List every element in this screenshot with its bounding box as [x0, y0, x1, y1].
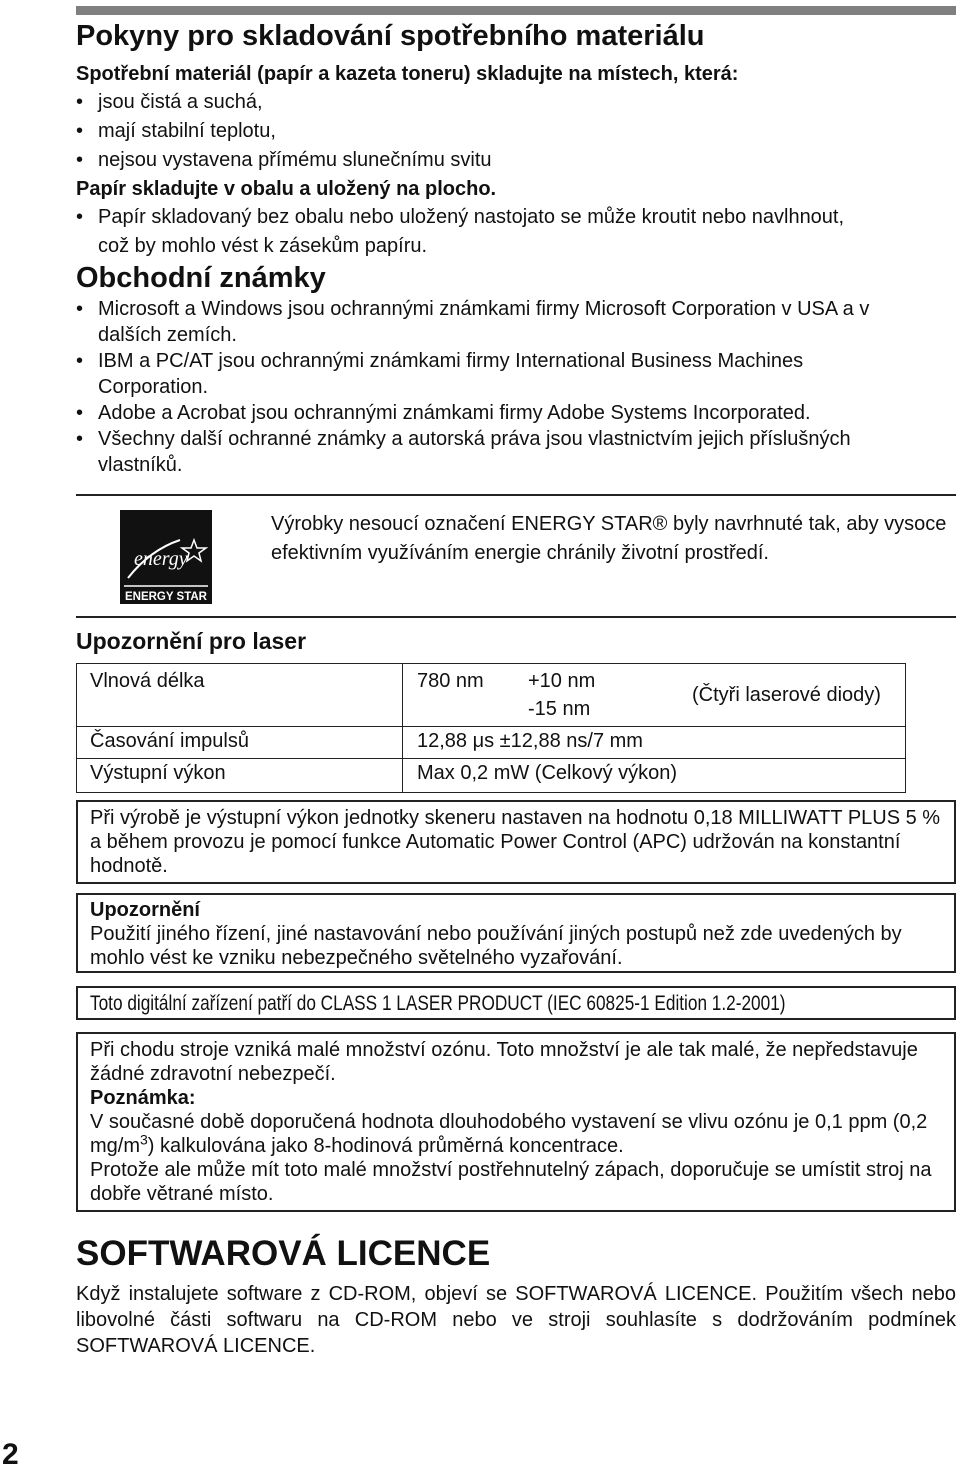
svg-text:energy: energy [134, 548, 188, 570]
table-cell: 12,88 μs ±12,88 ns/7 mm [417, 730, 643, 752]
ozone-note-text-2: Protože ale může mít toto malé množství postřehnutelný zápach, doporučuje se umístit stroj na dobře větrané místo. [90, 1159, 932, 1205]
ozone-text: Při chodu stroje vzniká malé množství ozónu. Toto množství je ale tak malé, že nepředstavuje žádné zdravotní nebezpečí. [90, 1039, 918, 1085]
table-cell: Max 0,2 mW (Celkový výkon) [417, 762, 678, 784]
storage-title: Pokyny pro skladování spotřebního materiálu [76, 20, 705, 52]
list-item: • jsou čistá a suchá, [76, 88, 936, 117]
list-item: • Papír skladovaný bez obalu nebo uložený nastojato se může kroutit nebo navlhnout, což by mohlo vést k zásekům papíru. [76, 203, 876, 261]
list-item: • nejsou vystavena přímému slunečnímu svitu [76, 146, 936, 175]
svg-text:ENERGY STAR: ENERGY STAR [124, 591, 208, 603]
table-cell: -15 nm [528, 698, 591, 720]
laser-note: (Čtyři laserové diody) [692, 684, 881, 706]
table-cell: Vlnová délka [90, 670, 205, 692]
page-number: 2 [2, 1438, 19, 1471]
table-cell: Výstupní výkon [90, 762, 226, 784]
laser-table [76, 663, 906, 793]
class-text: Toto digitální zařízení patří do CLASS 1 LASER PRODUCT (IEC 60825-1 Edition 1.2-2001) [90, 992, 786, 1015]
license-text: Když instalujete software z CD-ROM, objeví se SOFTWAROVÁ LICENCE. Použitím všech nebo libovolné části softwaru na CD-ROM nebo ve stroji souhlasíte s dodržováním podmínek SOFTWAROVÁ LICENCE. [76, 1283, 956, 1357]
storage-subtitle: Spotřební materiál (papír a kazeta toneru) skladujte na místech, která: [76, 63, 739, 85]
trademarks-title: Obchodní známky [76, 262, 326, 294]
power-notice-text: Při výrobě je výstupní výkon jednotky skeneru nastaven na hodnotu 0,18 MILLIWATT PLUS 5 % a během provozu je pomocí funkce Automatic Power Control (APC) udržován na konstantní hodnotě. [90, 807, 941, 877]
top-rule [76, 6, 956, 15]
list-item: • IBM a PC/AT jsou ochrannými známkami firmy International Business Machines Corporation. [76, 348, 916, 400]
storage-list [76, 88, 936, 175]
caution-title: Upozornění [90, 899, 200, 921]
list-item: • mají stabilní teplotu, [76, 117, 936, 146]
energy-star-text: Výrobky nesoucí označení ENERGY STAR® byly navrhnuté tak, aby vysoce efektivním využíváním energie chránily životní prostředí. [271, 513, 947, 564]
class-box [76, 986, 956, 1020]
trademarks-list [76, 296, 916, 478]
ozone-box [76, 1032, 956, 1212]
table-cell: 780 nm [417, 670, 484, 692]
paper-heading: Papír skladujte v obalu a uložený na plocho. [76, 178, 497, 200]
list-item: • Microsoft a Windows jsou ochrannými známkami firmy Microsoft Corporation v USA a v dalších zemích. [76, 296, 916, 348]
caution-text: Použití jiného řízení, jiné nastavování nebo používání jiných postupů než zde uvedených by mohlo vést ke vzniku nebezpečného světelného vyzařování. [90, 923, 902, 969]
table-cell: Časování impulsů [90, 730, 249, 752]
ozone-note-title: Poznámka: [90, 1087, 196, 1109]
power-notice-box [76, 800, 956, 884]
energy-star-icon [120, 510, 212, 604]
list-item: • Adobe a Acrobat jsou ochrannými známkami firmy Adobe Systems Incorporated. [76, 400, 916, 426]
ozone-note-text: V současné době doporučená hodnota dlouhodobého vystavení se vlivu ozónu je 0,1 ppm (0,2 $mg/m^3$) kalkulována jako 8-hodinová průměrná koncentrace. [90, 1111, 928, 1157]
caution-box [76, 893, 956, 973]
energy-star-logo [120, 510, 212, 604]
paper-list [76, 203, 876, 261]
laser-title: Upozornění pro laser [76, 628, 307, 654]
license-title: SOFTWAROVÁ LICENCE [76, 1234, 491, 1273]
table-cell: +10 nm [528, 670, 596, 692]
energy-star-block [76, 494, 956, 618]
list-item: • Všechny další ochranné známky a autorská práva jsou vlastnictvím jejich příslušných vlastníků. [76, 426, 888, 478]
